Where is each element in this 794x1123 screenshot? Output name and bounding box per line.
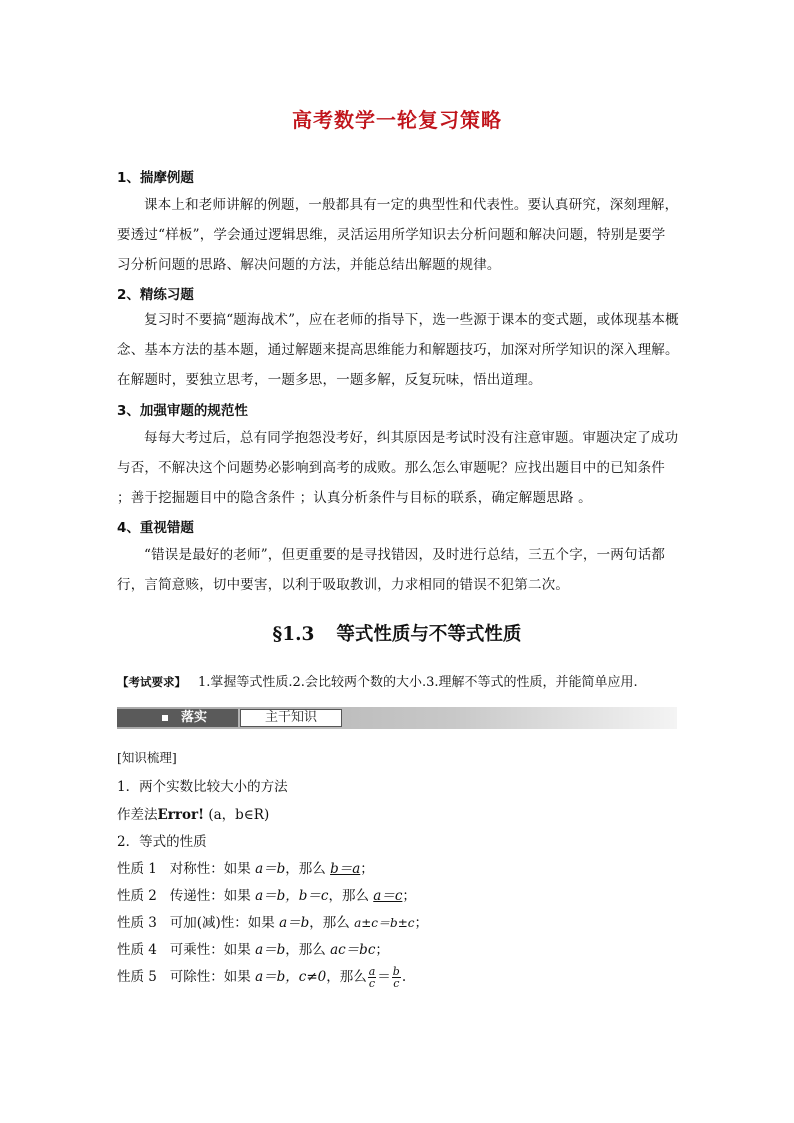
property-then: ，那么 [328,888,374,904]
strategy-text-1: 课本上和老师讲解的例题，一般都具有一定的典型性和代表性。要认真研究，深刻理解，要透过“样板”，学会通过逻辑思维，灵活运用所学知识去分析问题和解决问题，特别是要学习分析问题的思路、解决问题的方法，并能总结出解题的规律。 [117,197,679,273]
equals-sign: ＝ [377,969,391,985]
property-label: 可加(减)性：如果 [169,915,280,931]
property-condition: a＝b [255,861,286,877]
property-condition: a＝b [279,915,310,931]
knowledge-item-2: 2．等式的性质 [117,834,207,850]
property-label: 可乘性：如果 [169,942,256,958]
banner-right-label: 主干知识 [240,709,342,727]
property-end: . [401,969,407,985]
fraction-numerator: a [368,965,376,978]
property-name: 性质 3 [117,915,157,931]
method-error: Error! [157,807,205,823]
property-result: b＝a [330,861,361,877]
comparison-method [117,803,269,823]
property-label: 传递性：如果 [169,888,256,904]
strategy-text-4: “错误是最好的老师”，但更重要的是寻找错因，及时进行总结，三五个字，一两句话都行，言简意赅，切中要害，以利于吸取教训，力求相同的错误不犯第二次。 [117,547,666,593]
fraction-b-over-c [392,966,401,989]
property-end: ； [375,942,389,958]
method-condition: (a，b∈R) [204,807,270,823]
property-row [117,911,428,931]
property-condition: a＝b [255,942,286,958]
knowledge-label: [知识梳理] [117,750,177,765]
strategy-heading-2: 2、精练习题 [117,287,194,303]
banner-left-label: 落实 [181,710,208,725]
property-condition: a＝b，c≠0 [255,969,327,985]
property-name: 性质 1 [117,861,157,877]
property-result: a±c＝b±c [354,916,415,930]
exam-requirement [117,671,697,690]
fraction-denominator: c [368,977,376,990]
page-title: 高考数学一轮复习策略 [292,108,502,132]
property-condition: a＝b，b＝c [255,888,329,904]
requirement-text: 1.掌握等式性质.2.会比较两个数的大小.3.理解不等式的性质，并能简单应用. [198,675,638,690]
property-end: ； [402,888,416,904]
square-bullet-icon [162,715,168,721]
property-name: 性质 2 [117,888,157,904]
property-label: 对称性：如果 [169,861,256,877]
requirement-tag: 【考试要求】 [117,675,186,689]
section-name: 等式性质与不等式性质 [336,624,522,645]
property-row [117,938,389,958]
section-title [0,620,794,646]
fraction-numerator: b [392,965,400,978]
strategy-heading-1: 1、揣摩例题 [117,170,194,186]
property-label: 可除性：如果 [169,969,256,985]
property-row [117,965,406,989]
section-banner [117,707,677,729]
fraction-a-over-c [368,966,377,989]
property-then: ，那么 [309,915,355,931]
property-then: ，那么 [326,969,367,985]
fraction-denominator: c [393,977,400,990]
strategy-heading-4: 4、重视错题 [117,520,194,536]
strategy-text-3: 每每大考过后，总有同学抱怨没考好，纠其原因是考试时没有注意审题。审题决定了成功与否，不解决这个问题势必影响到高考的成败。那么怎么审题呢？应找出题目中的已知条件 ；善于挖掘题目中的隐含条件 ；认真分析条件与目标的联系，确定解题思路 。 [117,430,679,506]
property-result: ac＝bc [330,942,376,958]
strategy-heading-3: 3、加强审题的规范性 [117,403,248,419]
method-prefix: 作差法 [117,807,158,823]
property-then: ，那么 [285,942,331,958]
strategy-text-2: 复习时不要搞“题海战术”，应在老师的指导下，选一些源于课本的变式题，或体现基本概念、基本方法的基本题，通过解题来提高思维能力和解题技巧，加深对所学知识的深入理解。在解题时，要独立思考，一题多思，一题多解，反复玩味，悟出道理。 [117,312,679,388]
property-name: 性质 5 [117,969,157,985]
property-end: ； [414,915,428,931]
property-result: a＝c [373,888,403,904]
knowledge-item-1: 1．两个实数比较大小的方法 [117,779,288,795]
property-then: ，那么 [285,861,331,877]
property-row [117,857,374,877]
banner-dark-tab [117,709,238,727]
property-row [117,884,416,904]
property-end: ； [360,861,374,877]
section-number: §1.3 [272,624,315,645]
property-name: 性质 4 [117,942,157,958]
